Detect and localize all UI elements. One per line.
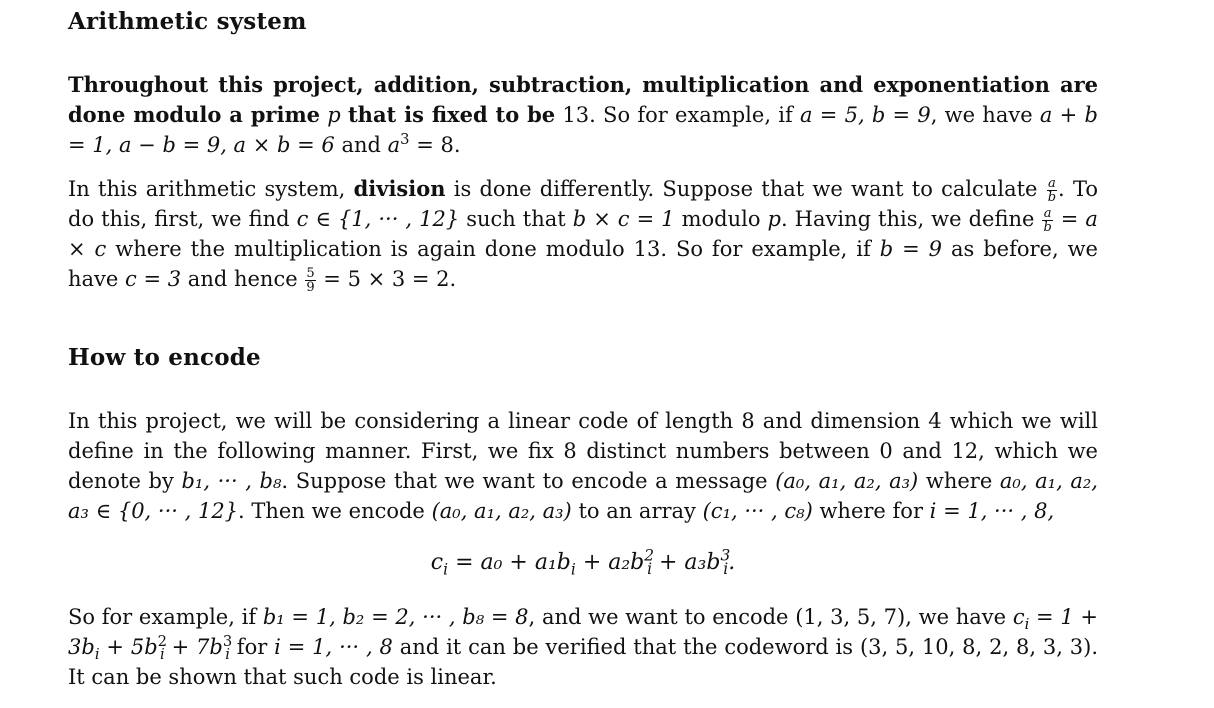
- eq-term-a: = a₀ + a₁b: [455, 550, 571, 575]
- math-c-equals: c = 3: [125, 267, 182, 292]
- eq-lhs: c: [430, 550, 444, 575]
- math-set-expression: c ∈ {1, ··· , 12}: [296, 207, 460, 232]
- fraction-a-over-b: [1047, 177, 1057, 204]
- fraction-denominator: b: [1043, 220, 1052, 236]
- bold-mid-text: that is fixed to be: [347, 102, 556, 127]
- and-text: and: [341, 133, 381, 157]
- math-cube-exponent: 3: [400, 131, 410, 148]
- math-sub-1: i: [94, 646, 100, 664]
- math-cube-result: = 8.: [416, 133, 461, 157]
- eq-term-b: + a₂b: [582, 550, 645, 575]
- eq-sub-2: i: [647, 560, 652, 579]
- paragraph-modular-arithmetic: [68, 70, 1098, 160]
- example-text-2: , and we want to encode: [528, 605, 789, 629]
- math-definition-rhs: = a × c: [68, 207, 1098, 262]
- math-ci: c: [1012, 605, 1025, 629]
- math-cube-base: a: [387, 133, 401, 157]
- math-ci-term-d: + 7b: [171, 635, 223, 659]
- eq-sup-2: 2: [644, 546, 655, 565]
- division-text-4: such that: [466, 207, 566, 232]
- bold-division-word: division: [353, 176, 446, 201]
- encode-text-6: where for: [819, 499, 923, 523]
- eq-end: .: [728, 550, 736, 575]
- fraction-a-over-b-def: [1042, 207, 1052, 234]
- fraction-numerator: 5: [306, 266, 315, 282]
- math-results: a + b = 1, a − b = 9, a × b = 6: [68, 103, 1098, 157]
- math-b-sequence: b₁, ··· , b₈: [181, 469, 282, 493]
- prime-value: 13: [562, 103, 590, 127]
- fraction-5-over-9: [305, 267, 315, 294]
- example-text-5: and it can be verified that the codeword is: [399, 635, 854, 659]
- encode-text-2: . Suppose that we want to encode a message: [281, 469, 768, 493]
- paragraph-example-codeword: [68, 602, 1098, 692]
- example-text-4: for: [236, 635, 268, 659]
- eq-lhs-sub: i: [443, 560, 449, 579]
- math-index-range: i = 1, ··· , 8,: [929, 499, 1055, 523]
- eq-sup-3: 3: [720, 546, 731, 565]
- paragraph-linear-code: [68, 406, 1098, 526]
- division-text-2: is done differently. Suppose that we want to calculate: [453, 177, 1038, 201]
- fraction-numerator: a: [1047, 175, 1056, 191]
- math-index-range-2: i = 1, ··· , 8: [274, 635, 393, 659]
- display-equation-encoding: [68, 548, 1098, 578]
- eq-sub-1: i: [570, 560, 576, 579]
- we-have-text: , we have: [930, 103, 1033, 127]
- math-p-symbol-2: p: [767, 207, 781, 232]
- example-intro-text: . So for example, if: [589, 103, 793, 127]
- math-b-equals: b = 9: [879, 237, 942, 262]
- math-example-values: a = 5, b = 9: [799, 103, 931, 127]
- section-heading-arithmetic-system: Arithmetic system: [68, 8, 307, 35]
- division-text-7: . Having this, we define: [780, 207, 1035, 232]
- eq-term-c: + a₃b: [659, 550, 721, 575]
- encode-text-1: In this project, we will be considering a linear code of length 8 and dimension 4 which we will define in the following manner. First, we fix 8 distinct numbers between 0 and 12, which we denote by: [68, 409, 1098, 493]
- bold-intro-text: Throughout this project, addition, subtraction, multiplication and exponentiation are done modulo a prime: [68, 72, 1098, 127]
- encode-text-3: where: [925, 469, 993, 493]
- math-sup-3: 3: [222, 633, 233, 650]
- example-text-6: It can be shown that such code is linear.: [68, 665, 497, 689]
- math-codeword: (3, 5, 10, 8, 2, 8, 3, 3).: [859, 635, 1099, 659]
- fraction-denominator: b: [1047, 190, 1057, 205]
- math-message: (a₀, a₁, a₂, a₃): [775, 469, 919, 493]
- math-message-range: a₀, a₁, a₂, a₃ ∈ {0, ··· , 12}: [68, 469, 1098, 523]
- division-text-8: where the multiplication is again done modulo 13. So for example, if: [115, 237, 871, 262]
- math-ci-sub: i: [1024, 616, 1030, 634]
- math-sub-3: i: [225, 646, 230, 664]
- math-message-2: (a₀, a₁, a₂, a₃): [431, 499, 572, 523]
- math-array: (c₁, ··· , c₈): [702, 499, 813, 523]
- math-b-values: b₁ = 1, b₂ = 2, ··· , b₈ = 8: [262, 605, 529, 629]
- paragraph-division: [68, 174, 1098, 294]
- math-example-message: (1, 3, 5, 7): [795, 605, 906, 629]
- division-text-10: and hence: [187, 267, 298, 292]
- math-condition: b × c = 1: [572, 207, 675, 232]
- division-text-9: as before, we have: [68, 237, 1098, 292]
- math-p-symbol: p: [327, 103, 341, 127]
- example-text-3: , we have: [905, 605, 1007, 629]
- math-ci-term-c: + 5b: [106, 635, 158, 659]
- math-example-result: = 5 × 3 = 2.: [323, 267, 457, 292]
- fraction-numerator: a: [1043, 206, 1052, 221]
- math-sup-2: 2: [157, 633, 168, 650]
- example-text-1: So for example, if: [68, 605, 257, 629]
- division-text-3: . To do this, first, we find: [68, 177, 1098, 232]
- math-ci-term-b: = 1 + 3b: [68, 605, 1099, 659]
- eq-sub-3: i: [723, 560, 729, 579]
- math-sub-2: i: [160, 646, 165, 664]
- section-heading-how-to-encode: How to encode: [68, 344, 261, 371]
- fraction-denominator: 9: [306, 280, 315, 296]
- encode-text-5: to an array: [578, 499, 696, 523]
- division-text-5: modulo: [681, 207, 761, 232]
- division-text-1: In this arithmetic system,: [68, 177, 346, 201]
- encode-text-4: . Then we encode: [238, 499, 425, 523]
